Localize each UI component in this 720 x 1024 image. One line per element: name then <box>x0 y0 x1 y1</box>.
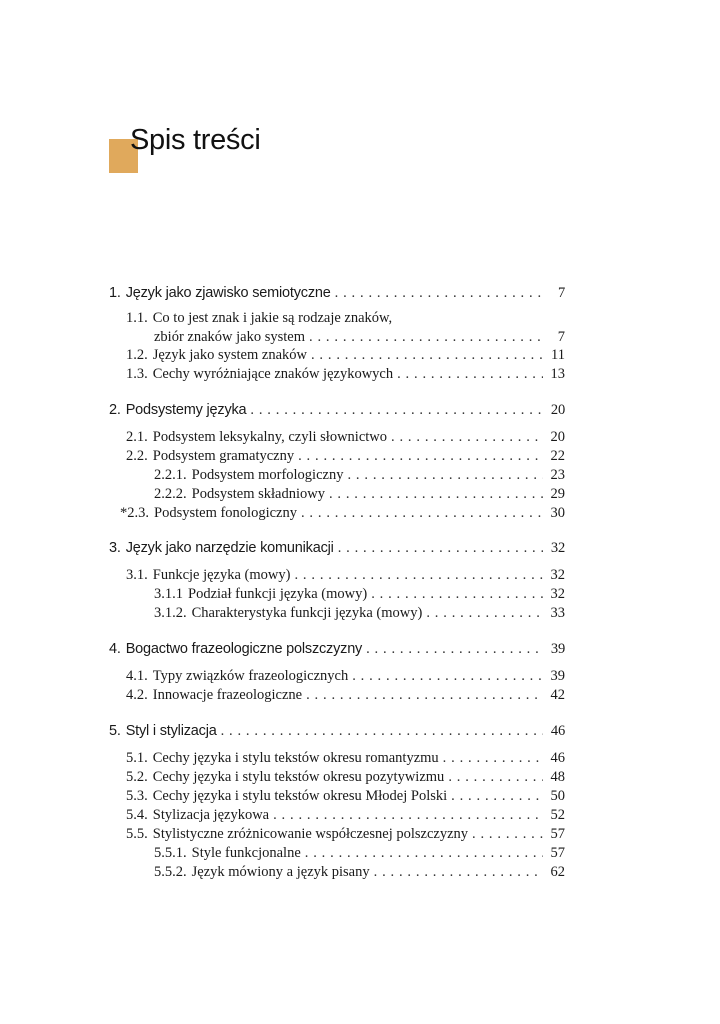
toc-leader-dots <box>374 863 543 882</box>
toc-entry-title: Bogactwo frazeologiczne polszczyzny <box>125 641 363 657</box>
toc-entry[interactable] <box>154 844 565 863</box>
toc-leader-dots <box>329 485 543 504</box>
toc-entry-title: Podsystem fonologiczny <box>154 505 297 521</box>
toc-leader-dots <box>221 722 543 741</box>
toc-leader-dots <box>391 428 543 447</box>
toc-chapter-entry[interactable] <box>109 722 565 741</box>
toc-entry-number: 1.1. <box>126 310 148 326</box>
toc-page-number: 32 <box>550 540 565 556</box>
toc-entry[interactable] <box>126 806 565 825</box>
toc-entry[interactable] <box>154 328 565 347</box>
toc-entry[interactable] <box>126 686 565 705</box>
toc-page-number: 50 <box>550 788 565 804</box>
toc-entry-title: Charakterystyka funkcji języka (mowy) <box>191 605 423 621</box>
toc-entry[interactable] <box>126 447 565 466</box>
toc-entry-title: Cechy języka i stylu tekstów okresu romantyzmu <box>152 750 439 766</box>
toc-entry[interactable] <box>154 863 565 882</box>
toc-entry-title: zbiór znaków jako system <box>154 329 306 345</box>
toc-entry-number: 3.1.2. <box>154 605 187 621</box>
toc-entry[interactable] <box>154 604 565 623</box>
toc-page-number: 46 <box>550 723 565 739</box>
toc-leader-dots <box>250 401 543 420</box>
toc-leader-dots <box>448 768 543 787</box>
toc-entry-title: Podsystem gramatyczny <box>152 448 295 464</box>
toc-entry-number: 4. <box>109 641 121 657</box>
toc-entry-title: Podział funkcji języka (mowy) <box>188 586 368 602</box>
toc-page-number: 57 <box>550 845 565 861</box>
toc-page-number: 62 <box>550 864 565 880</box>
toc-entry-title: Podsystem składniowy <box>191 486 325 502</box>
toc-entry-number: 4.2. <box>126 687 148 703</box>
toc-entry-title: Cechy języka i stylu tekstów okresu pozytywizmu <box>152 769 445 785</box>
toc-page-number: 20 <box>550 429 565 445</box>
toc-leader-dots <box>443 749 543 768</box>
toc-page-number: 52 <box>550 807 565 823</box>
toc-page-number: 20 <box>550 402 565 418</box>
toc-entry-title: Język jako system znaków <box>152 347 307 363</box>
toc-entry-number: 2.2.2. <box>154 486 187 502</box>
toc-leader-dots <box>335 284 543 303</box>
toc-entry-number: 5.5. <box>126 826 148 842</box>
toc-entry[interactable] <box>126 825 565 844</box>
toc-page-number: 30 <box>550 505 565 521</box>
toc-leader-dots <box>451 787 543 806</box>
toc-entry-title: Stylistyczne zróżnicowanie współczesnej polszczyzny <box>152 826 469 842</box>
toc-entry-number: 5.4. <box>126 807 148 823</box>
toc-page-number: 22 <box>550 448 565 464</box>
toc-leader-dots <box>472 825 543 844</box>
toc-entry-number: 5. <box>109 723 121 739</box>
toc-entry[interactable] <box>126 346 565 365</box>
toc-entry-title: Funkcje języka (mowy) <box>152 567 291 583</box>
toc-entry-title: Stylizacja językowa <box>152 807 270 823</box>
toc-entry[interactable] <box>126 566 565 585</box>
toc-entry[interactable] <box>154 485 565 504</box>
toc-entry-number: *2.3. <box>120 505 149 521</box>
toc-entry-number: 5.5.2. <box>154 864 187 880</box>
toc-leader-dots <box>298 447 543 466</box>
toc-page-number: 42 <box>550 687 565 703</box>
toc-page-number: 46 <box>550 750 565 766</box>
toc-entry[interactable] <box>126 309 565 328</box>
toc-entry-title: Język mówiony a język pisany <box>191 864 370 880</box>
toc-page-number: 33 <box>550 605 565 621</box>
toc-entry-title: Podsystem leksykalny, czyli słownictwo <box>152 429 388 445</box>
toc-leader-dots <box>294 566 543 585</box>
toc-entry[interactable] <box>126 667 565 686</box>
toc-entry-title: Podsystem morfologiczny <box>191 467 344 483</box>
toc-entry[interactable] <box>126 787 565 806</box>
toc-entry[interactable] <box>126 365 565 384</box>
toc-entry-number: 4.1. <box>126 668 148 684</box>
toc-entry-title: Co to jest znak i jakie są rodzaje znaków, <box>152 310 393 326</box>
toc-entry[interactable] <box>126 428 565 447</box>
toc-entry-number: 5.1. <box>126 750 148 766</box>
page-title: Spis treści <box>130 124 261 156</box>
toc-entry-number: 2.1. <box>126 429 148 445</box>
toc-leader-dots <box>371 585 543 604</box>
toc-entry-title: Style funkcjonalne <box>191 845 301 861</box>
toc-chapter-entry[interactable] <box>109 640 565 659</box>
toc-leader-dots <box>426 604 543 623</box>
toc-page-number: 11 <box>551 347 565 363</box>
toc-leader-dots <box>352 667 543 686</box>
toc-entry-title: Typy związków frazeologicznych <box>152 668 349 684</box>
toc-page-number: 29 <box>550 486 565 502</box>
toc-leader-dots <box>311 346 543 365</box>
toc-entry-number: 3.1.1 <box>154 586 183 602</box>
toc-chapter-entry[interactable] <box>109 284 565 303</box>
toc-page-number: 48 <box>550 769 565 785</box>
toc-leader-dots <box>366 640 543 659</box>
toc-leader-dots <box>305 844 543 863</box>
toc-entry-number: 3. <box>109 540 121 556</box>
toc-leader-dots <box>397 365 543 384</box>
toc-page-number: 39 <box>550 668 565 684</box>
toc-entry-number: 1.2. <box>126 347 148 363</box>
toc-entry-title: Innowacje frazeologiczne <box>152 687 303 703</box>
toc-page-number: 7 <box>557 329 565 345</box>
toc-leader-dots <box>309 328 543 347</box>
toc-leader-dots <box>338 539 543 558</box>
toc-entry-title: Podsystemy języka <box>125 402 247 418</box>
toc-entry-number: 1.3. <box>126 366 148 382</box>
toc-entry-number: 3.1. <box>126 567 148 583</box>
toc-leader-dots <box>273 806 543 825</box>
toc-entry[interactable] <box>126 749 565 768</box>
toc-page-number: 13 <box>550 366 565 382</box>
toc-entry-number: 5.3. <box>126 788 148 804</box>
toc-page-number: 57 <box>550 826 565 842</box>
toc-entry[interactable] <box>120 504 565 523</box>
toc-leader-dots <box>306 686 543 705</box>
toc-entry[interactable] <box>154 585 565 604</box>
toc-entry-title: Język jako zjawisko semiotyczne <box>125 285 331 301</box>
toc-chapter-entry[interactable] <box>109 539 565 558</box>
toc-page-number: 32 <box>550 586 565 602</box>
toc-entry-number: 5.2. <box>126 769 148 785</box>
toc-entry-title: Język jako narzędzie komunikacji <box>125 540 334 556</box>
toc-entry[interactable] <box>154 466 565 485</box>
toc-page-number: 23 <box>550 467 565 483</box>
toc-page-number: 7 <box>557 285 565 301</box>
toc-entry-title: Cechy języka i stylu tekstów okresu Młodej Polski <box>152 788 448 804</box>
toc-entry-number: 2.2. <box>126 448 148 464</box>
toc-entry[interactable] <box>126 768 565 787</box>
toc-entry-title: Styl i stylizacja <box>125 723 217 739</box>
toc-entry-number: 5.5.1. <box>154 845 187 861</box>
toc-page-number: 39 <box>550 641 565 657</box>
toc-entry-number: 1. <box>109 285 121 301</box>
toc-leader-dots <box>347 466 543 485</box>
toc-chapter-entry[interactable] <box>109 401 565 420</box>
toc-page-number: 32 <box>550 567 565 583</box>
toc-leader-dots <box>301 504 543 523</box>
toc-entry-title: Cechy wyróżniające znaków językowych <box>152 366 394 382</box>
toc-entry-number: 2. <box>109 402 121 418</box>
toc-entry-number: 2.2.1. <box>154 467 187 483</box>
